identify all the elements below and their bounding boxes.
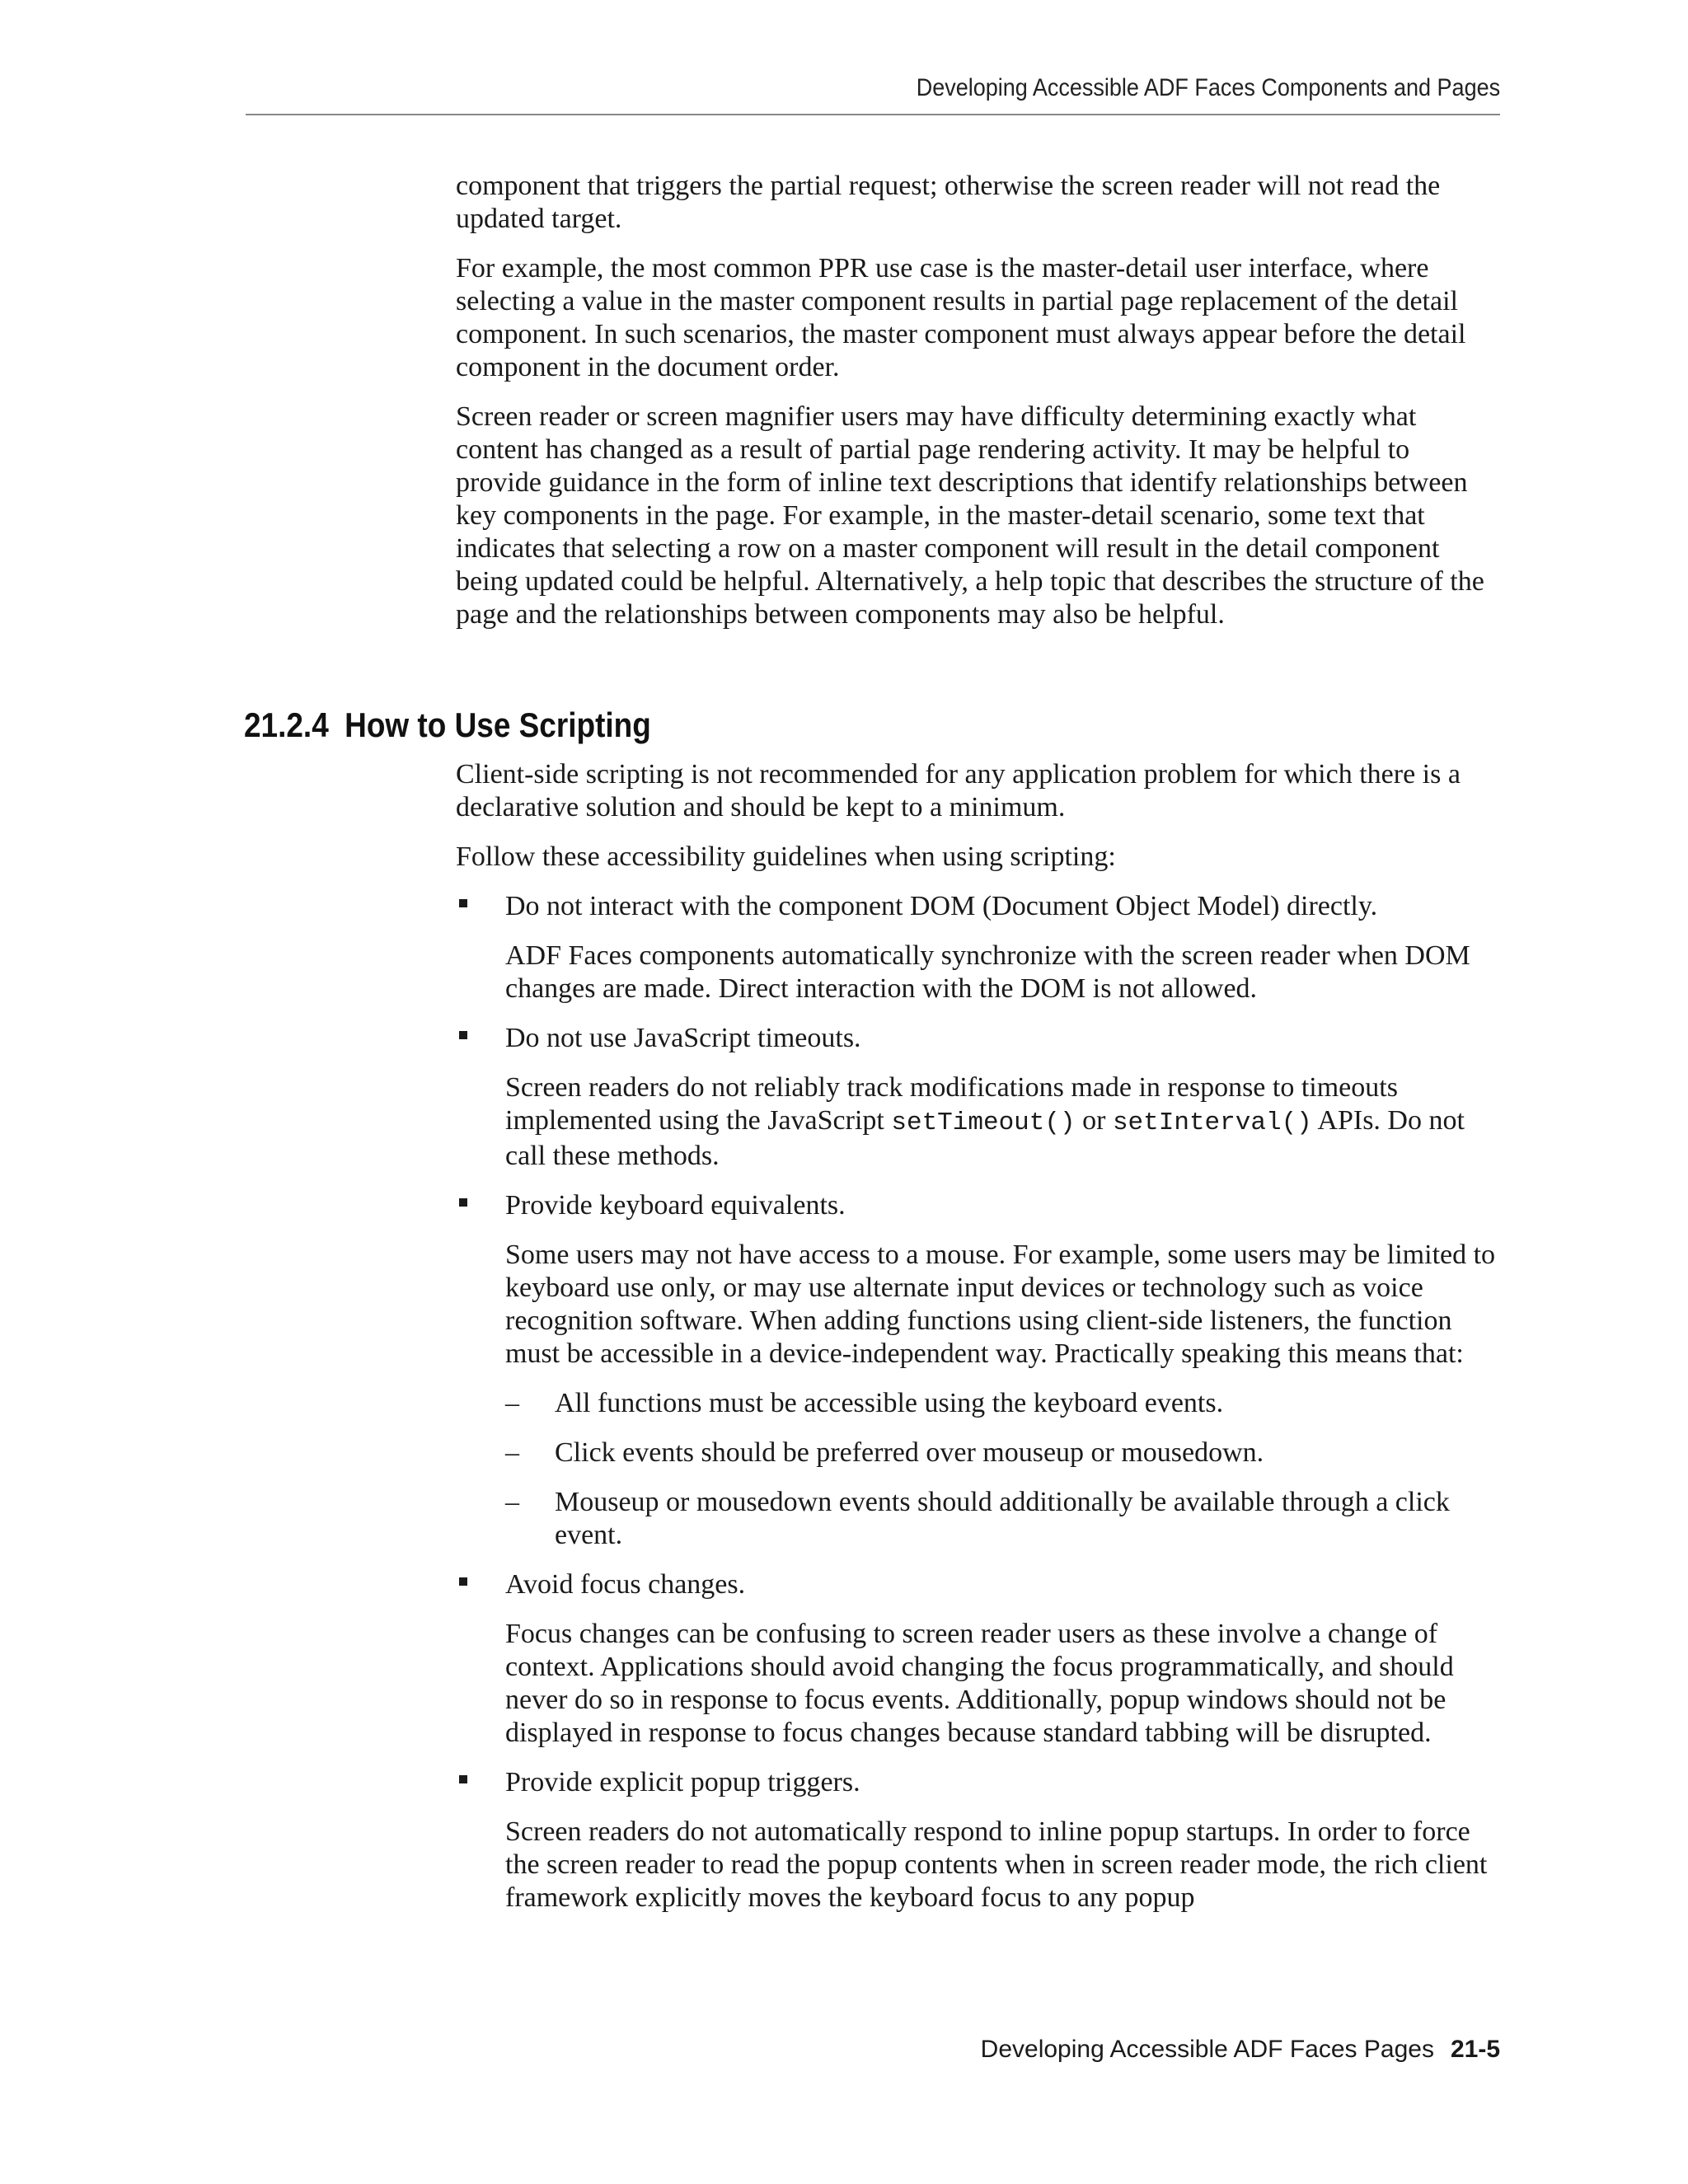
bullet-lead: Avoid focus changes. — [505, 1569, 746, 1600]
continued-paragraph: component that triggers the partial request; otherwise the screen reader will not read the updated target. — [456, 171, 1441, 234]
detail-text: Screen readers do not reliably track modifications made in response to timeouts implemented using the JavaScript — [505, 1072, 1398, 1136]
sub-list-text: Click events should be preferred over mouseup or mousedown. — [555, 1437, 1264, 1468]
header-rule — [246, 114, 1500, 115]
running-header: Developing Accessible ADF Faces Components and Pages — [916, 74, 1500, 101]
bullet-marker — [459, 1577, 467, 1586]
code-settimeout: setTimeout() — [891, 1108, 1076, 1137]
page-number: 21-5 — [1450, 2036, 1500, 2063]
sub-list-text: All functions must be accessible using the keyboard events. — [555, 1388, 1224, 1418]
bullet-detail — [505, 1071, 1500, 1173]
bullet-detail: Screen readers do not automatically respond to inline popup startups. In order to force the screen reader to read the popup contents when in screen reader mode, the rich client framework explicitly moves the keyboard focus to any popup — [505, 1816, 1488, 1913]
section-intro: Client-side scripting is not recommended for any application problem for which there is a declarative solution and should be kept to a minimum. — [456, 759, 1461, 823]
bullet-focus-changes — [456, 1568, 1500, 1750]
bullet-marker — [459, 1775, 467, 1783]
section-heading — [244, 702, 651, 748]
bullet-detail: ADF Faces components automatically synchronize with the screen reader when DOM changes are made. Direct interaction with the DOM is not allowed. — [505, 940, 1470, 1004]
bullet-lead: Provide keyboard equivalents. — [505, 1190, 846, 1221]
section-lead-in: Follow these accessibility guidelines when using scripting: — [456, 841, 1116, 872]
bullet-detail: Focus changes can be confusing to screen reader users as these involve a change of context. Applications should avoid changing the focus programmatically, and should never do so in response to focus events. Additionally, popup windows should not be displayed in response to focus changes because standard tabbing will be disrupted. — [505, 1619, 1454, 1748]
bullet-popup-triggers — [456, 1766, 1500, 1915]
section-number: 21.2.4 — [244, 705, 329, 744]
detail-text: or — [1075, 1105, 1113, 1136]
footer-title: Developing Accessible ADF Faces Pages — [980, 2036, 1434, 2063]
section-title: How to Use Scripting — [345, 705, 651, 744]
dash-marker: – — [505, 1388, 519, 1418]
bullet-javascript-timeouts — [456, 1022, 1500, 1173]
bullet-dom-interaction — [456, 890, 1500, 1005]
bullet-marker — [459, 1031, 467, 1039]
bullet-marker — [459, 1198, 467, 1207]
paragraph-ppr-example: For example, the most common PPR use case is the master-detail user interface, where selecting a value in the master component results in partial page replacement of the detail component. In such scenarios, the master component must always appear before the detail component in the document order. — [456, 253, 1466, 382]
bullet-marker — [459, 899, 467, 907]
sub-list-text: Mouseup or mousedown events should additionally be available through a click event. — [555, 1487, 1450, 1550]
sub-list-item — [505, 1486, 1500, 1552]
dash-marker: – — [505, 1487, 519, 1517]
paragraph-screen-reader-guidance: Screen reader or screen magnifier users may have difficulty determining exactly what content has changed as a result of partial page rendering activity. It may be helpful to provide guidance in the form of inline text descriptions that identify relationships between key components in the page. For example, in the master-detail scenario, some text that indicates that selecting a row on a master component will result in the detail component being updated could be helpful. Alternatively, a help topic that describes the structure of the page and the relationships between components may also be helpful. — [456, 401, 1484, 630]
top-text-block — [456, 170, 1500, 648]
sub-list-item — [505, 1387, 1500, 1420]
dash-marker: – — [505, 1437, 519, 1468]
bullet-detail: Some users may not have access to a mouse. For example, some users may be limited to keyboard use only, or may use alternate input devices or technology such as voice recognition software. When adding functions using client-side listeners, the function must be accessible in a device-independent way. Practically speaking this means that: — [505, 1240, 1496, 1369]
section-body — [456, 758, 1500, 1931]
detail-text: APIs. Do not call these methods. — [505, 1105, 1465, 1171]
bullet-lead: Do not use JavaScript timeouts. — [505, 1023, 861, 1053]
bullet-lead: Do not interact with the component DOM (Document Object Model) directly. — [505, 891, 1378, 921]
page-footer — [981, 2036, 1500, 2064]
code-setinterval: setInterval() — [1112, 1108, 1312, 1137]
bullet-keyboard-equivalents — [456, 1189, 1500, 1552]
sub-list-item — [505, 1436, 1500, 1469]
bullet-lead: Provide explicit popup triggers. — [505, 1767, 860, 1797]
